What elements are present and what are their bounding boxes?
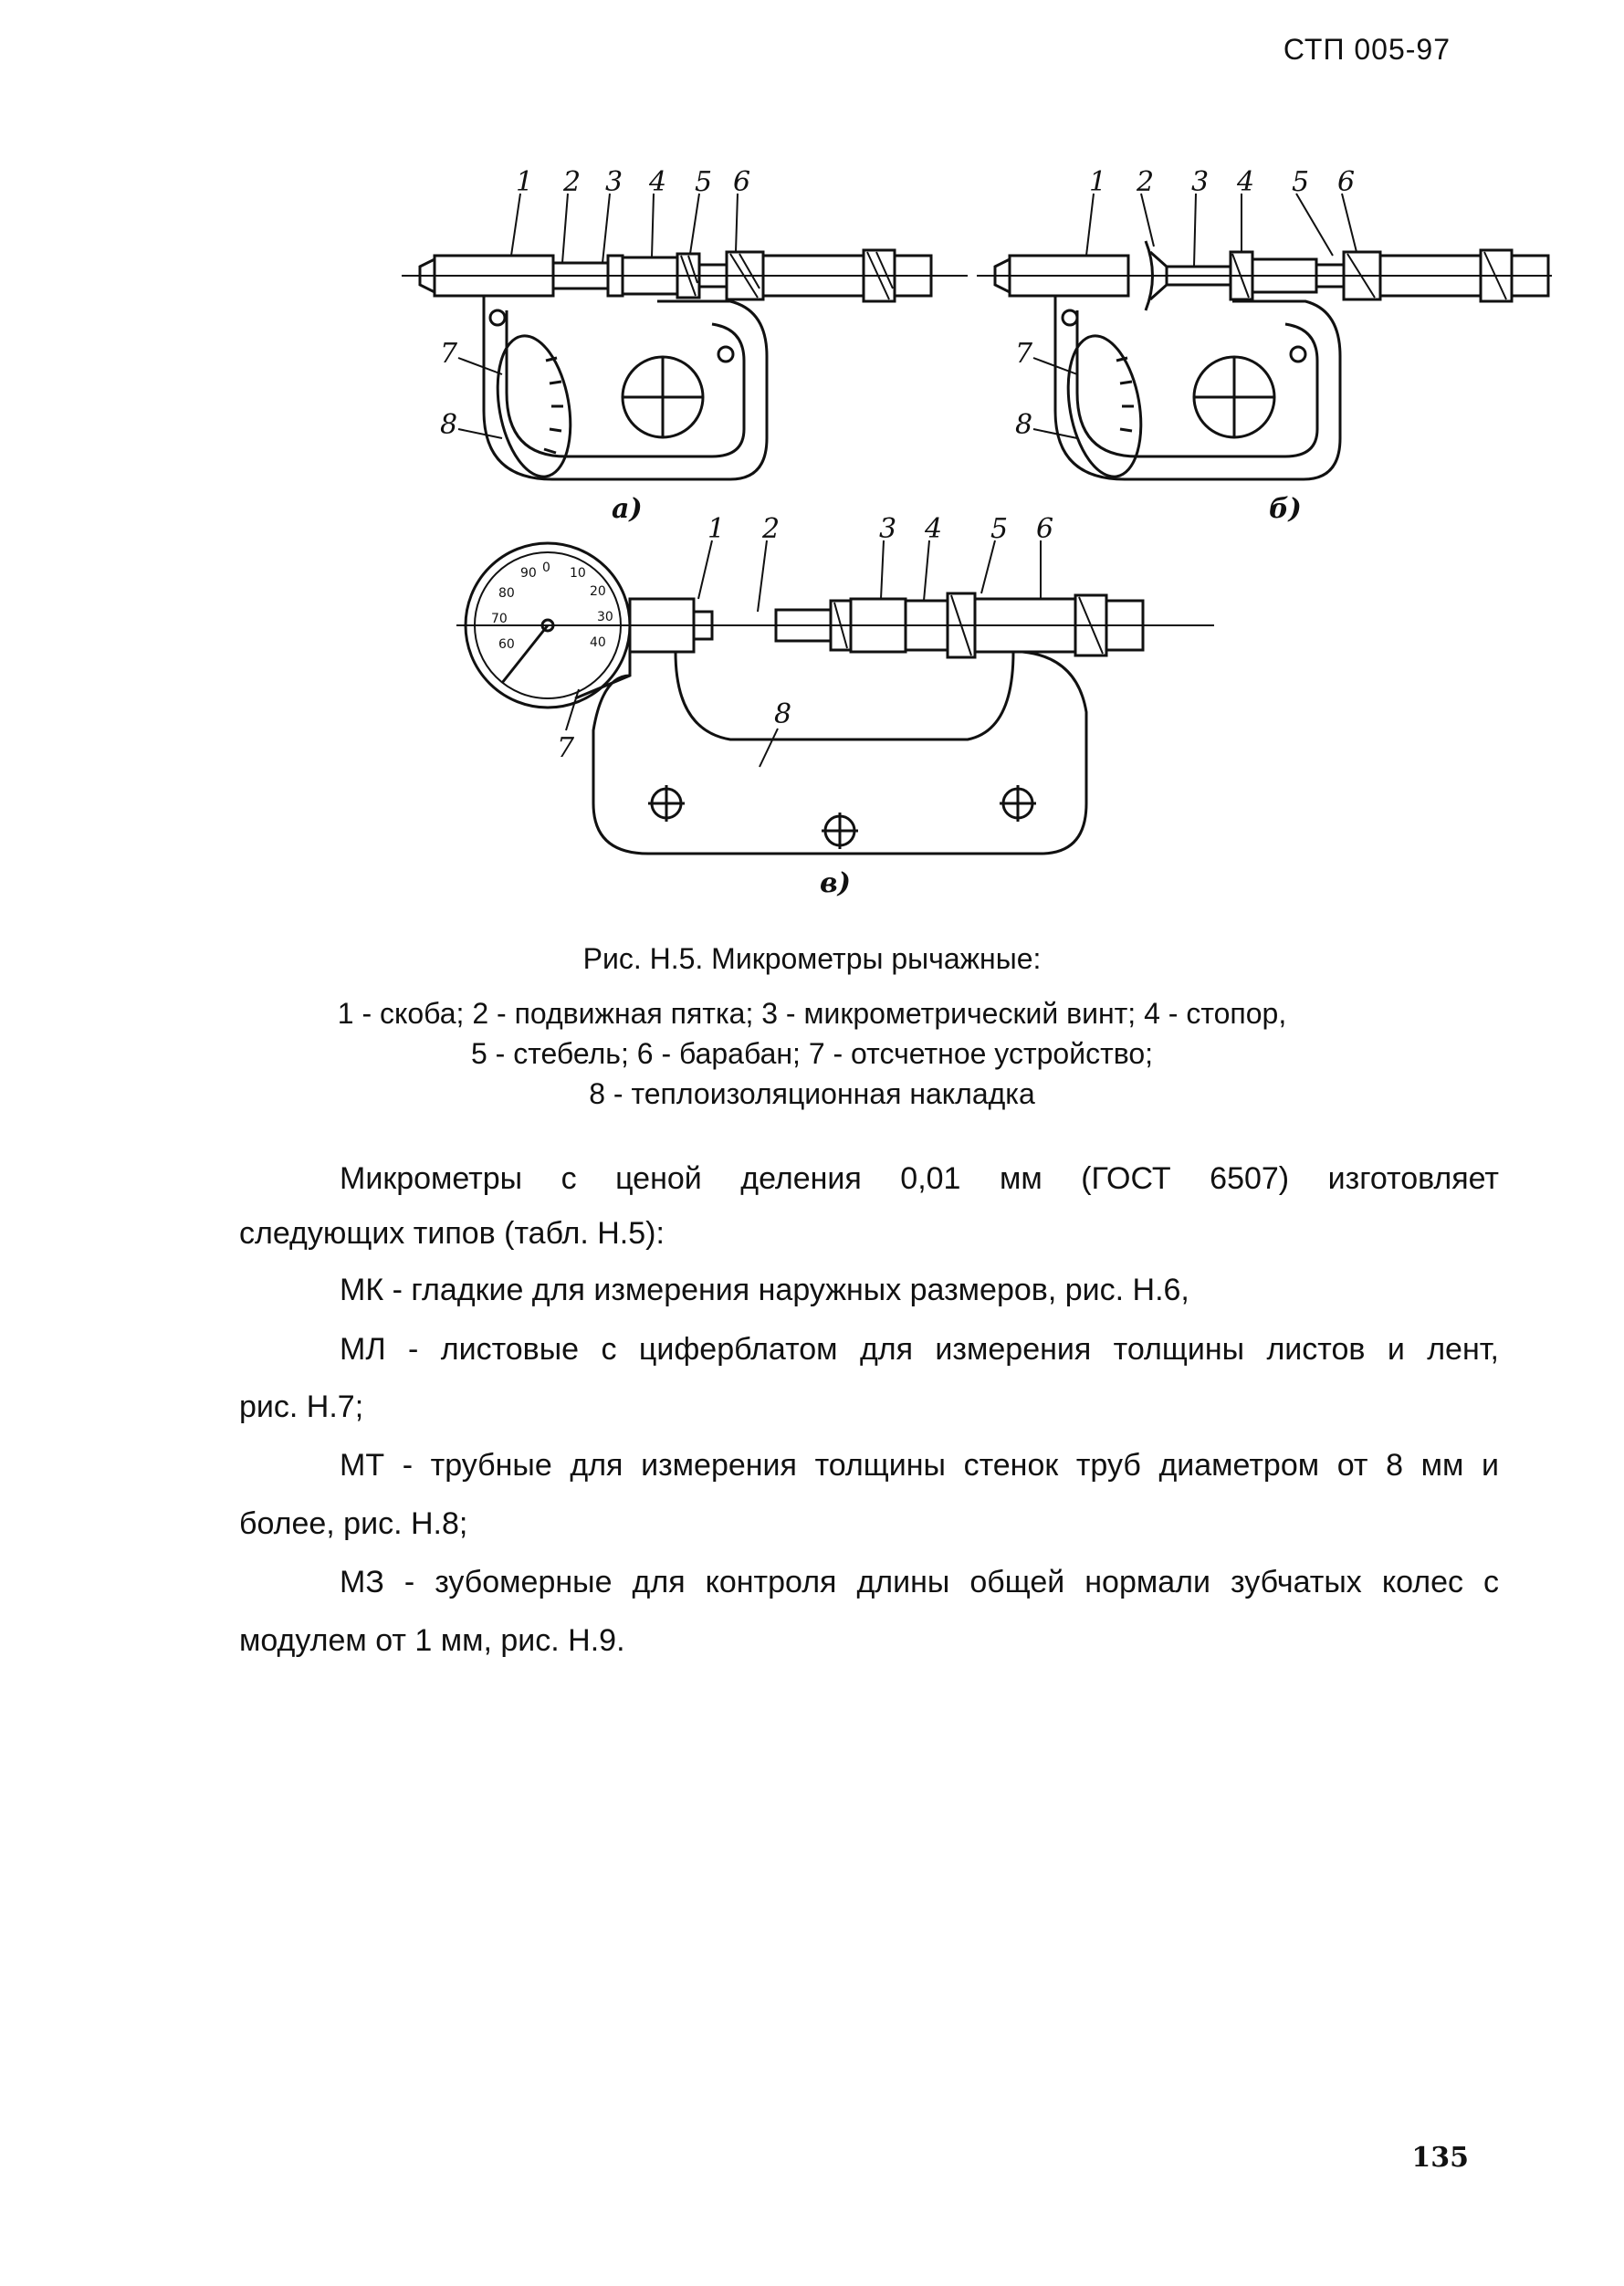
figure-h5-micrometers	[383, 164, 1570, 922]
callout-a-5: 5	[695, 166, 713, 198]
callout-a-8: 8	[440, 409, 458, 441]
type-ml-paragraph-line-1: МЛ - листовые с циферблатом для измерения толщины листов и лент,	[340, 1332, 1499, 1367]
callout-b-2: 2	[1137, 166, 1155, 198]
callout-v-1: 1	[707, 513, 726, 545]
callout-v-6: 6	[1036, 513, 1054, 545]
type-mt-paragraph-line-2: более, рис. Н.8;	[239, 1506, 468, 1541]
callout-b-8: 8	[1015, 409, 1033, 441]
svg-text:40: 40	[590, 635, 606, 650]
callout-v-4: 4	[925, 513, 943, 545]
callout-a-1: 1	[516, 166, 534, 198]
intro-paragraph-line-2: следующих типов (табл. Н.5):	[239, 1216, 665, 1251]
micrometer-a-callouts	[458, 194, 738, 438]
svg-text:90: 90	[520, 566, 537, 581]
type-mt-paragraph-line-1: МТ - трубные для измерения толщины стенок труб диаметром от 8 мм и	[340, 1448, 1499, 1483]
callout-v-2: 2	[762, 513, 781, 545]
svg-text:60: 60	[498, 637, 515, 652]
type-mk-paragraph: МК - гладкие для измерения наружных размеров, рис. Н.6,	[340, 1273, 1189, 1307]
callout-b-5: 5	[1292, 166, 1310, 198]
svg-text:20: 20	[590, 584, 606, 599]
callout-a-2: 2	[563, 166, 581, 198]
type-ml-paragraph-line-2: рис. Н.7;	[239, 1389, 364, 1424]
figure-b-label: б)	[1269, 493, 1302, 525]
callout-v-5: 5	[990, 513, 1009, 545]
callout-a-7: 7	[440, 338, 458, 370]
callout-b-4: 4	[1237, 166, 1255, 198]
svg-text:0: 0	[542, 561, 550, 575]
callout-a-4: 4	[649, 166, 667, 198]
page-number: 135	[1411, 2142, 1469, 2174]
callout-b-3: 3	[1191, 166, 1210, 198]
svg-text:70: 70	[491, 612, 508, 626]
figure-caption-legend-3: 8 - теплоизоляционная накладка	[589, 1077, 1035, 1110]
svg-text:10: 10	[570, 566, 586, 581]
callout-a-3: 3	[605, 166, 623, 198]
figure-a-label: а)	[612, 493, 643, 525]
micrometer-drawings	[383, 164, 1570, 922]
micrometer-b-drawing	[977, 241, 1552, 482]
figure-caption-legend-2: 5 - стебель; 6 - барабан; 7 - отсчетное устройство;	[470, 1037, 1154, 1070]
callout-b-7: 7	[1015, 338, 1033, 370]
callout-v-7: 7	[557, 732, 575, 764]
intro-paragraph-line-1: Микрометры с ценой деления 0,01 мм (ГОСТ 6507) изготовляет	[340, 1161, 1499, 1196]
document-code: СТП 005-97	[1283, 33, 1451, 66]
callout-b-6: 6	[1337, 166, 1356, 198]
figure-caption-legend-1: 1 - скоба; 2 - подвижная пятка; 3 - микрометрический винт; 4 - стопор,	[337, 997, 1287, 1030]
figure-caption-title: Рис. Н.5. Микрометры рычажные:	[582, 942, 1042, 975]
type-mz-paragraph-line-1: МЗ - зубомерные для контроля длины общей нормали зубчатых колес с	[340, 1565, 1499, 1599]
micrometer-v-callouts	[566, 540, 1041, 767]
callout-a-6: 6	[733, 166, 751, 198]
callout-b-1: 1	[1089, 166, 1107, 198]
callout-v-3: 3	[879, 513, 897, 545]
type-mz-paragraph-line-2: модулем от 1 мм, рис. Н.9.	[239, 1623, 625, 1658]
micrometer-v-drawing	[456, 543, 1214, 854]
svg-text:80: 80	[498, 586, 515, 601]
figure-v-label: в)	[820, 867, 851, 899]
micrometer-a-drawing	[402, 250, 968, 482]
callout-v-8: 8	[774, 698, 792, 730]
svg-text:30: 30	[597, 610, 613, 624]
